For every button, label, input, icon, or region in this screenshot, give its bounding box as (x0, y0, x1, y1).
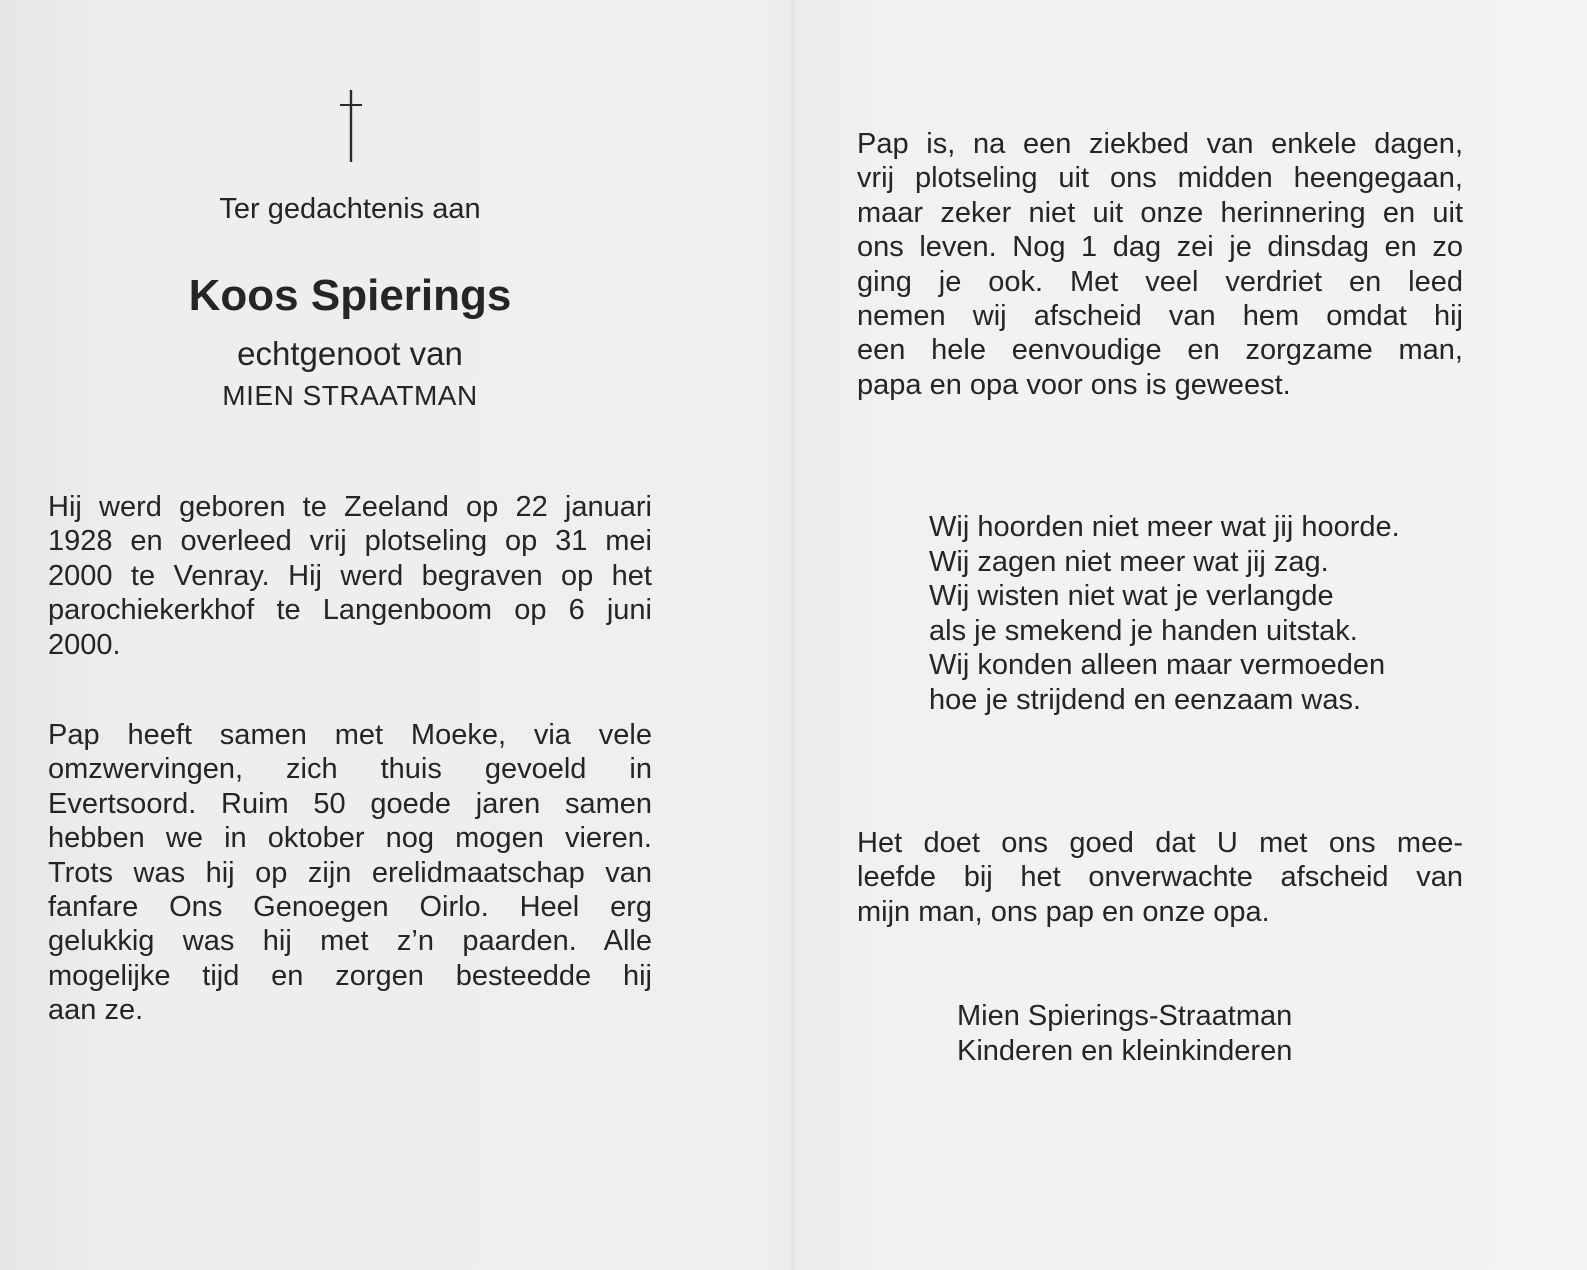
thanks-line: leefde bij het onverwachte afscheid van (857, 861, 1463, 894)
signature-line: Kinderen en kleinkinderen (957, 1034, 1293, 1067)
life-line: Pap heeft samen met Moeke, via vele (48, 719, 652, 751)
poem-line: als je smekend je handen uitstak. (929, 614, 1358, 647)
poem-line: Wij hoorden niet meer wat jij hoorde. (929, 511, 1400, 543)
poem-line: hoe je strijdend en eenzaam was. (929, 683, 1362, 716)
card-fold (790, 0, 796, 1270)
cross-icon (336, 88, 366, 164)
illness-line: ons leven. Nog 1 dag zei je dinsdag en zo (857, 231, 1463, 264)
illness-paragraph (857, 127, 1463, 402)
illness-line: maar zeker niet uit onze herinnering en uit (857, 196, 1463, 229)
life-line: mogelijke tijd en zorgen besteedde hij (48, 959, 652, 992)
poem (929, 510, 1400, 717)
illness-line: Pap is, na een ziekbed van enkele dagen, (857, 128, 1463, 160)
life-line: gelukkig was hij met z’n paarden. Alle (48, 925, 652, 958)
spouse-name: MIEN STRAATMAN (222, 380, 478, 411)
life-line: omzwervingen, zich thuis gevoeld in (48, 753, 652, 786)
life-line: fanfare Ons Genoegen Oirlo. Heel erg (48, 891, 652, 924)
life-line: hebben we in oktober nog mogen vieren. (48, 822, 652, 855)
signature-line: Mien Spierings-Straatman (957, 1000, 1293, 1032)
life-line: Trots was hij op zijn erelidmaatschap van (48, 856, 652, 889)
right-panel (797, 0, 1587, 1270)
life-paragraph (48, 718, 652, 1028)
deceased-name: Koos Spierings (188, 271, 512, 320)
bio-line: parochiekerkhof te Langenboom op 6 juni (48, 594, 652, 627)
left-panel (0, 0, 790, 1270)
bio-line: 2000 te Venray. Hij werd begraven op het (48, 559, 652, 592)
thanks-line: mijn man, ons pap en onze opa. (857, 895, 1270, 928)
life-line: Evertsoord. Ruim 50 goede jaren samen (48, 787, 652, 820)
thanks-paragraph (857, 826, 1463, 929)
life-line: aan ze. (48, 994, 144, 1027)
spouse-label: echtgenoot van (237, 335, 463, 372)
poem-line: Wij konden alleen maar vermoeden (929, 649, 1386, 681)
thanks-line: Het doet ons goed dat U met ons mee- (857, 827, 1463, 859)
illness-line: vrij plotseling uit ons midden heengegaan, (857, 162, 1463, 195)
bio-paragraph (48, 490, 652, 662)
illness-line: nemen wij afscheid van hem omdat hij (857, 300, 1463, 333)
illness-line: een hele eenvoudige en zorgzame man, (857, 334, 1463, 367)
illness-line: papa en opa voor ons is geweest. (857, 368, 1291, 401)
poem-line: Wij wisten niet wat je verlangde (929, 580, 1334, 612)
signature (957, 999, 1292, 1068)
illness-line: ging je ook. Met veel verdriet en leed (857, 265, 1463, 298)
bio-line: 2000. (48, 628, 121, 661)
poem-line: Wij zagen niet meer wat jij zag. (929, 545, 1329, 578)
bio-line: 1928 en overleed vrij plotseling op 31 mei (48, 525, 652, 558)
intro-text: Ter gedachtenis aan (219, 193, 481, 225)
bio-line: Hij werd geboren te Zeeland op 22 januari (48, 491, 652, 523)
